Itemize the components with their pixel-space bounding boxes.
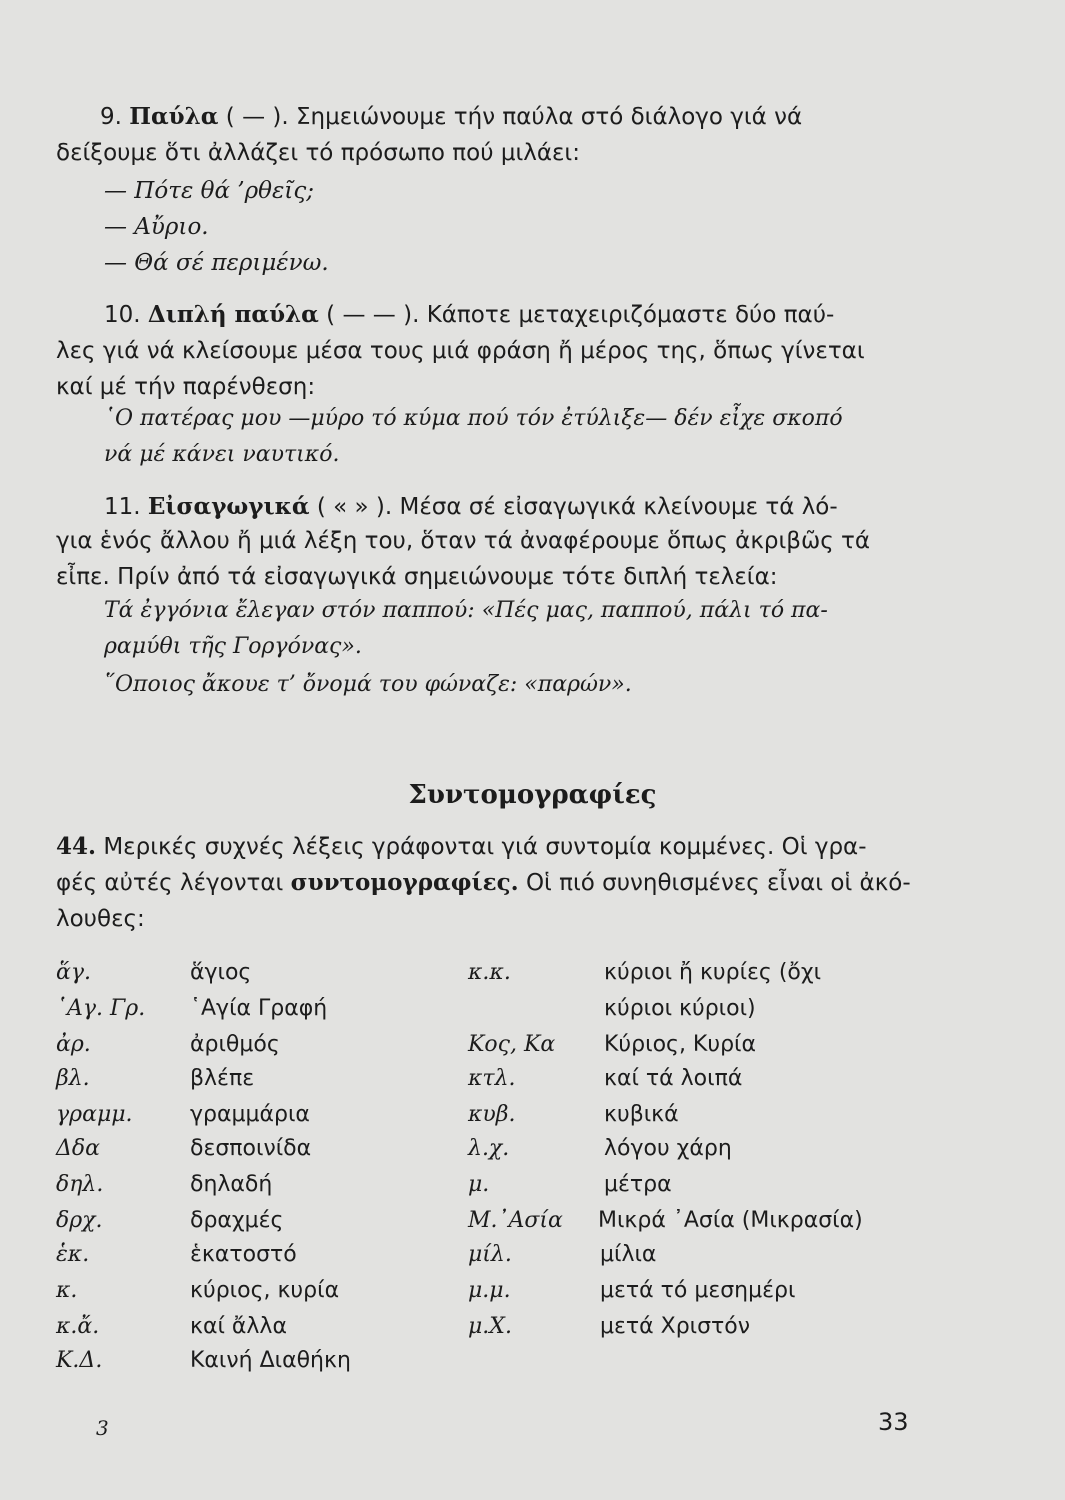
section-heading: Συντομογραφίες xyxy=(408,780,657,810)
section-9-line-2: δείξουμε ὅτι ἀλλάζει τό πρόσωπο πού μιλάει: xyxy=(56,140,580,166)
abbreviation-meaning: ἑκατοστό xyxy=(190,1242,297,1267)
section-10-line-1: 10. Διπλή παύλα ( — — ). Κάποτε μεταχειριζόμαστε δύο παύ- xyxy=(104,301,835,328)
abbreviation: μ.μ. xyxy=(468,1278,511,1303)
abbreviation-meaning: μίλια xyxy=(600,1242,657,1267)
abbreviation: ἅγ. xyxy=(56,960,91,985)
abbreviation: Κος, Κα xyxy=(468,1032,556,1057)
signature-mark: 3 xyxy=(96,1416,109,1440)
section-11-line-2: για ἑνός ἄλλου ἤ μιά λέξη του, ὅταν τά ἀναφέρουμε ὅπως ἀκριβῶς τά xyxy=(56,528,871,554)
section-10-title: Διπλή παύλα xyxy=(147,301,319,328)
abbreviation: δηλ. xyxy=(56,1172,104,1197)
section-44-line-1: 44. Μερικές συχνές λέξεις γράφονται γιά συντομία κομμένες. Οἱ γρα- xyxy=(56,833,867,860)
abbreviation: ἑκ. xyxy=(56,1242,90,1267)
abbreviation-meaning: δραχμές xyxy=(190,1208,284,1233)
abbreviation-meaning: ῾Αγία Γραφή xyxy=(190,996,328,1021)
abbreviation: βλ. xyxy=(56,1066,90,1091)
section-44-line-2: φές αὐτές λέγονται συντομογραφίες. Οἱ πιό συνηθισμένες εἶναι οἱ ἀκό- xyxy=(56,869,911,896)
abbreviation-meaning: μέτρα xyxy=(604,1172,672,1197)
section-11-line-1: 11. Εἰσαγωγικά ( « » ). Μέσα σέ εἰσαγωγικά κλείνουμε τά λό- xyxy=(104,493,838,520)
abbreviation-meaning: καί τά λοιπά xyxy=(604,1066,743,1091)
abbreviation: λ.χ. xyxy=(468,1136,510,1161)
abbreviation-meaning: λόγου χάρη xyxy=(604,1136,732,1161)
abbreviation-meaning: Κύριος, Κυρία xyxy=(604,1032,756,1057)
abbreviation-meaning: μετά Χριστόν xyxy=(600,1314,751,1339)
section-44-line-3: λουθες: xyxy=(56,906,145,932)
section-11-line-3: εἶπε. Πρίν ἀπό τά εἰσαγωγικά σημειώνουμε τότε διπλή τελεία: xyxy=(56,564,778,590)
example-line: νά μέ κάνει ναυτικό. xyxy=(104,442,340,467)
section-10-line-3: καί μέ τήν παρένθεση: xyxy=(56,374,316,400)
section-9-title: Παύλα xyxy=(129,103,219,130)
abbreviation-meaning: δηλαδή xyxy=(190,1172,273,1197)
section-9-line-1: 9. Παύλα ( — ). Σημειώνουμε τήν παύλα στό διάλογο γιά νά xyxy=(100,103,803,130)
abbreviation: κ.ἄ. xyxy=(56,1314,100,1339)
abbreviation-meaning: κυβικά xyxy=(604,1102,679,1127)
abbreviation: Κ.Δ. xyxy=(56,1348,103,1373)
abbreviation: κτλ. xyxy=(468,1066,516,1091)
abbreviation-meaning: Καινή Διαθήκη xyxy=(190,1348,351,1373)
example-line: Τά ἐγγόνια ἔλεγαν στόν παππού: «Πές μας, παππού, πάλι τό πα- xyxy=(104,598,828,623)
example-line: — Θά σέ περιμένω. xyxy=(104,250,329,276)
abbreviation: Μ.᾿Ασία xyxy=(468,1208,563,1233)
section-44-number: 44. xyxy=(56,833,97,860)
abbreviation-meaning: μετά τό μεσημέρι xyxy=(600,1278,796,1303)
abbreviation: μ. xyxy=(468,1172,490,1197)
abbreviation-meaning: κύριοι κύριοι) xyxy=(604,996,756,1021)
page-number: 33 xyxy=(878,1408,909,1436)
abbreviation-meaning: καί ἄλλα xyxy=(190,1314,287,1339)
abbreviation: κυβ. xyxy=(468,1102,516,1127)
abbreviation: μ.Χ. xyxy=(468,1314,512,1339)
abbreviation-meaning: κύριος, κυρία xyxy=(190,1278,340,1303)
abbreviation: κ.κ. xyxy=(468,960,511,985)
abbreviation-meaning: γραμμάρια xyxy=(190,1102,310,1127)
example-line: ῞Οποιος ἄκουε τ’ ὄνομά του φώναζε: «παρών». xyxy=(104,672,632,697)
term-highlight: συντομογραφίες. xyxy=(290,869,519,896)
abbreviation: ἀρ. xyxy=(56,1032,91,1057)
abbreviation: μίλ. xyxy=(468,1242,512,1267)
abbreviation: κ. xyxy=(56,1278,78,1303)
abbreviation: ῾Αγ. Γρ. xyxy=(56,996,146,1021)
abbreviation-meaning: Μικρά ᾿Ασία (Μικρασία) xyxy=(598,1208,863,1233)
abbreviation-meaning: βλέπε xyxy=(190,1066,255,1091)
example-line: ῾Ο πατέρας μου —μύρο τό κύμα πού τόν ἐτύλιξε— δέν εἶχε σκοπό xyxy=(104,406,843,431)
example-line: — Αὔριο. xyxy=(104,214,209,240)
example-line: ραμύθι τῆς Γοργόνας». xyxy=(104,634,362,659)
example-line: — Πότε θά ’ρθεῖς; xyxy=(104,178,314,204)
abbreviation: δρχ. xyxy=(56,1208,103,1233)
abbreviation-meaning: ἅγιος xyxy=(190,960,252,985)
abbreviation-meaning: κύριοι ἤ κυρίες (ὄχι xyxy=(604,960,822,985)
abbreviation-meaning: ἀριθμός xyxy=(190,1032,280,1057)
abbreviation: γραμμ. xyxy=(56,1102,133,1127)
section-10-line-2: λες γιά νά κλείσουμε μέσα τους μιά φράση ἤ μέρος της, ὅπως γίνεται xyxy=(56,338,865,364)
section-11-title: Εἰσαγωγικά xyxy=(147,493,310,520)
abbreviation: Δδα xyxy=(56,1136,100,1161)
abbreviation-meaning: δεσποινίδα xyxy=(190,1136,312,1161)
